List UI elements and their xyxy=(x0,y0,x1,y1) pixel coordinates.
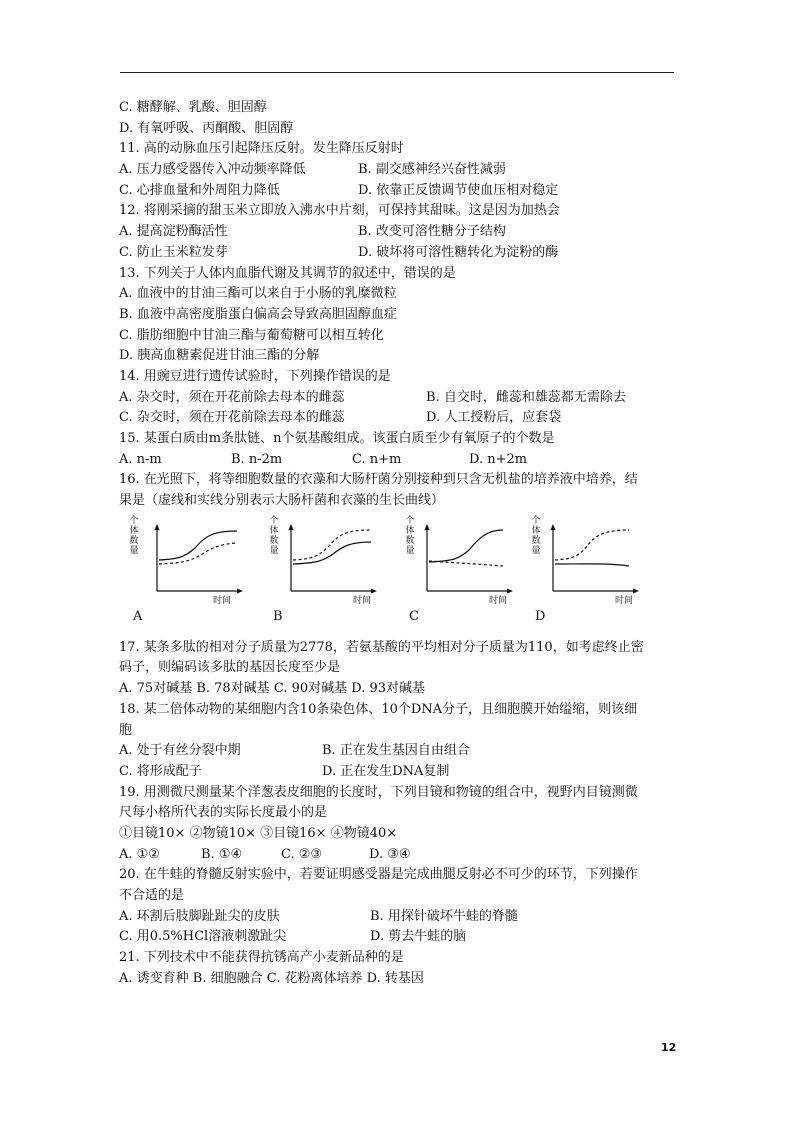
q18-options-row-2 xyxy=(119,762,679,783)
q13-option-c: C. 脂肪细胞中甘油三酯与葡萄糖可以相互转化 xyxy=(119,327,384,343)
q12-option-a: A. 提高淀粉酶活性 xyxy=(119,224,228,240)
q11-options-row-1 xyxy=(119,160,679,181)
q18-options-row-1 xyxy=(119,741,679,762)
q20-options-row-2 xyxy=(119,927,679,948)
figure-d-xlabel: 时间 xyxy=(615,595,634,606)
question-13-stem: 13. 下列关于人体内血脂代谢及其调节的叙述中，错误的是 xyxy=(119,265,456,281)
q14-option-a: A. 杂交时，须在开花前除去母本的雌蕊 xyxy=(119,389,345,405)
q19-lens-list: ①目镜10× ②物镜10× ③目镜16× ④物镜40× xyxy=(119,825,398,841)
page-content xyxy=(119,98,679,989)
figure-b-ylabel: 个体数量 xyxy=(269,515,279,556)
q12-option-b: B. 改变可溶性糖分子结构 xyxy=(358,224,506,240)
q19-option-a: A. ①② xyxy=(119,846,160,862)
q11-option-d: D. 依靠正反馈调节使血压相对稳定 xyxy=(358,182,559,198)
q20-option-a: A. 环割后肢脚趾趾尖的皮肤 xyxy=(119,908,280,924)
q14-option-c: C. 杂交时，须在开花前除去母本的雌蕊 xyxy=(119,410,345,426)
figure-b xyxy=(267,514,387,630)
question-18-stem-cont: 胞 xyxy=(119,722,133,738)
q12-option-d: D. 破坏将可溶性糖转化为淀粉的酶 xyxy=(358,244,559,260)
figure-c-letter: C xyxy=(409,608,419,624)
figure-b-letter: B xyxy=(273,608,283,624)
q11-option-c: C. 心排血量和外周阻力降低 xyxy=(119,182,280,198)
question-17-stem-cont: 码子，则编码该多肽的基因长度至少是 xyxy=(119,660,341,676)
q19-option-c: C. ②③ xyxy=(281,846,323,862)
q13-option-d: D. 胰高血糖素促进甘油三酯的分解 xyxy=(119,348,320,364)
q15-option-c: C. n+m xyxy=(352,451,402,467)
figure-c-ylabel: 个体数量 xyxy=(405,515,415,556)
q13-option-b: B. 血液中高密度脂蛋白偏高会导致高胆固醇血症 xyxy=(119,306,397,322)
question-19-stem: 19. 用测微尺测量某个洋葱表皮细胞的长度时，下列目镜和物镜的组合中，视野内目镜测微 xyxy=(119,784,638,800)
q19-options-row xyxy=(119,845,679,866)
q11-option-a: A. 压力感受器传入冲动频率降低 xyxy=(119,162,306,178)
question-21-stem: 21. 下列技术中不能获得抗锈高产小麦新品种的是 xyxy=(119,950,404,966)
question-20-stem-cont: 不合适的是 xyxy=(119,888,185,903)
page-number: 12 xyxy=(661,1041,677,1054)
question-15-stem: 15. 某蛋白质由m条肽链、n个氨基酸组成。该蛋白质至少有氧原子的个数是 xyxy=(119,431,555,446)
figure-d xyxy=(529,514,649,630)
question-20-stem: 20. 在牛蛙的脊髓反射实验中，若要证明感受器是完成曲腿反射必不可少的环节，下列操作 xyxy=(119,867,638,883)
question-14-stem: 14. 用豌豆进行遗传试验时，下列操作错误的是 xyxy=(119,368,391,384)
figure-a xyxy=(127,514,247,630)
figure-c-xlabel: 时间 xyxy=(489,595,508,606)
q14-options-row-1 xyxy=(119,388,679,409)
q15-option-d: D. n+2m xyxy=(469,451,528,467)
q19-option-b: B. ①④ xyxy=(201,846,243,862)
header-rule xyxy=(120,72,674,73)
q18-option-a: A. 处于有丝分裂中期 xyxy=(119,743,241,759)
q21-options: A. 诱变育种 B. 细胞融合 C. 花粉离体培养 D. 转基因 xyxy=(119,970,424,986)
q13-option-a: A. 血液中的甘油三酯可以来自于小肠的乳糜微粒 xyxy=(119,286,397,302)
q20-option-c: C. 用0.5%HCl溶液刺激趾尖 xyxy=(119,929,287,945)
q19-option-d: D. ③④ xyxy=(369,846,411,862)
figure-c xyxy=(403,514,523,630)
q12-options-row-2 xyxy=(119,243,679,264)
figure-b-xlabel: 时间 xyxy=(353,595,372,606)
q18-option-d: D. 正在发生DNA复制 xyxy=(322,763,450,779)
question-16-stem-cont: 果是（虚线和实线分别表示大肠杆菌和衣藻的生长曲线） xyxy=(119,493,445,509)
q20-option-d: D. 剪去牛蛙的脑 xyxy=(370,929,467,945)
q14-option-d: D. 人工授粉后，应套袋 xyxy=(426,410,562,426)
text-line: D. 有氧呼吸、丙酮酸、胆固醇 xyxy=(119,120,294,136)
q11-option-b: B. 副交感神经兴奋性减弱 xyxy=(358,162,506,178)
q16-figures xyxy=(119,514,679,634)
figure-a-letter: A xyxy=(133,608,143,624)
q12-option-c: C. 防止玉米粒发芽 xyxy=(119,244,228,260)
q11-options-row-2 xyxy=(119,181,679,202)
q20-options-row-1 xyxy=(119,907,679,928)
figure-a-xlabel: 时间 xyxy=(213,595,232,606)
figure-a-ylabel: 个体数量 xyxy=(129,515,139,556)
q15-options-row xyxy=(119,450,679,471)
q17-options: A. 75对碱基 B. 78对碱基 C. 90对碱基 D. 93对碱基 xyxy=(119,681,426,697)
question-19-stem-cont: 尺每小格所代表的实际长度最小的是 xyxy=(119,805,328,821)
text-line: C. 糖酵解、乳酸、胆固醇 xyxy=(119,100,267,115)
question-17-stem: 17. 某条多肽的相对分子质量为2778，若氨基酸的平均相对分子质量为110，如考虑终止密 xyxy=(119,639,644,655)
figure-d-ylabel: 个体数量 xyxy=(531,515,541,556)
question-16-stem: 16. 在光照下，将等细胞数量的衣藻和大肠杆菌分别接种到只含无机盐的培养液中培养，结 xyxy=(119,472,638,488)
q15-option-a: A. n-m xyxy=(119,451,162,467)
q14-options-row-2 xyxy=(119,408,679,429)
figure-d-letter: D xyxy=(535,608,546,624)
q12-options-row-1 xyxy=(119,222,679,243)
question-11-stem: 11. 高的动脉血压引起降压反射。发生降压反射时 xyxy=(119,141,404,157)
q20-option-b: B. 用探针破坏牛蛙的脊髓 xyxy=(370,908,518,924)
q15-option-b: B. n-2m xyxy=(231,451,283,467)
question-12-stem: 12. 将刚采摘的甜玉米立即放入沸水中片刻，可保持其甜味。这是因为加热会 xyxy=(119,203,560,219)
question-18-stem: 18. 某二倍体动物的某细胞内含10条染色体、10个DNA分子，且细胞膜开始缢缩，则该细 xyxy=(119,701,638,717)
q18-option-c: C. 将形成配子 xyxy=(119,763,202,779)
q14-option-b: B. 自交时，雌蕊和雄蕊都无需除去 xyxy=(426,389,626,405)
q18-option-b: B. 正在发生基因自由组合 xyxy=(322,743,470,759)
